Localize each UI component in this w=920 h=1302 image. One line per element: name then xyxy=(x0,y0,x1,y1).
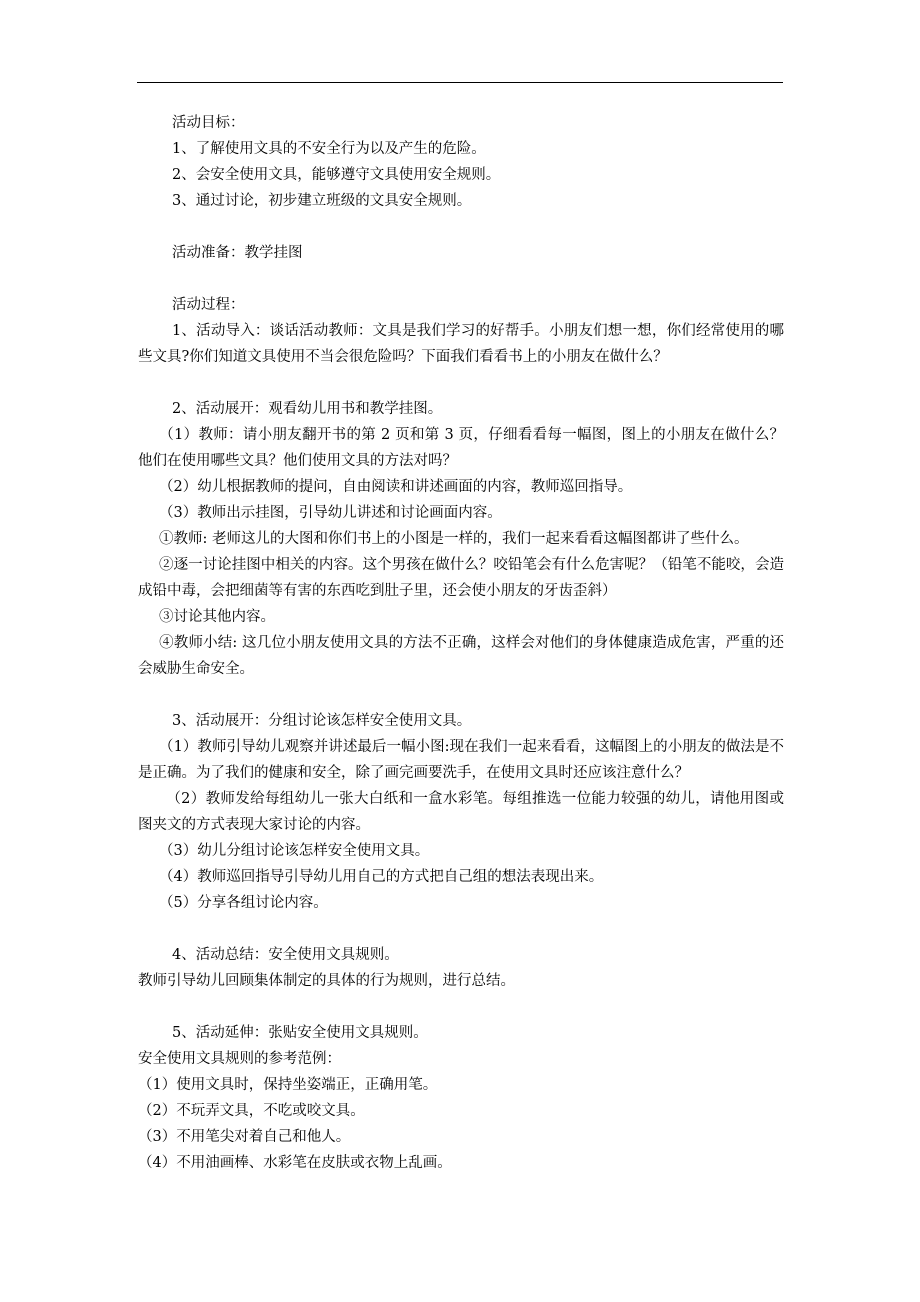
goal-item: 1、了解使用文具的不安全行为以及产生的危险。 xyxy=(172,141,486,157)
step2-c3: ③讨论其他内容。 xyxy=(159,609,275,625)
step2-c1 xyxy=(138,526,784,552)
step4-heading: 4、活动总结：安全使用文具规则。 xyxy=(172,947,399,963)
step5-heading: 5、活动延伸：张贴安全使用文具规则。 xyxy=(172,1025,428,1041)
rule-item: （3）不用笔尖对着自己和他人。 xyxy=(138,1129,351,1145)
step3-p1 xyxy=(138,734,784,786)
step1-paragraph xyxy=(138,318,784,370)
document-body xyxy=(138,110,784,1176)
step3-p1-text: （1）教师引导幼儿观察并讲述最后一幅小图:现在我们一起来看看，这幅图上的小朋友的做法是不是正确。为了我们的健康和安全，除了画完画要洗手，在使用文具时还应该注意什么？ xyxy=(138,739,784,781)
preparation: 活动准备：教学挂图 xyxy=(172,245,303,261)
step2-p3: （3）教师出示挂图，引导幼儿讲述和讨论画面内容。 xyxy=(159,505,502,521)
rule-item: （4）不用油画棒、水彩笔在皮肤或衣物上乱画。 xyxy=(138,1155,452,1171)
rule-item: （1）使用文具时，保持坐姿端正，正确用笔。 xyxy=(138,1077,438,1093)
step2-c1-text: ①教师: 老师这儿的大图和你们书上的小图是一样的，我们一起来看看这幅图都讲了些什么。 xyxy=(159,531,749,547)
step2-c2 xyxy=(138,552,784,604)
step3-p5: （5）分享各组讨论内容。 xyxy=(159,895,328,911)
process-heading: 活动过程： xyxy=(172,297,245,313)
step2-heading: 2、活动展开：观看幼儿用书和教学挂图。 xyxy=(172,401,443,417)
header-rule xyxy=(137,82,783,83)
step2-p1 xyxy=(138,422,784,474)
goal-item: 3、通过讨论，初步建立班级的文具安全规则。 xyxy=(172,193,472,209)
step3-p2-text: （2）教师发给每组幼儿一张大白纸和一盒水彩笔。每组推选一位能力较强的幼儿，请他用图或图夹文的方式表现大家讨论的内容。 xyxy=(138,791,784,833)
step2-c2-text: ②逐一讨论挂图中相关的内容。这个男孩在做什么？咬铅笔会有什么危害呢？（铅笔不能咬，会造成铅中毒，会把细菌等有害的东西吃到肚子里，还会使小朋友的牙齿歪斜） xyxy=(138,557,784,599)
step1-text: 1、活动导入：谈话活动教师：文具是我们学习的好帮手。小朋友们想一想，你们经常使用的哪些文具?你们知道文具使用不当会很危险吗？下面我们看看书上的小朋友在做什么？ xyxy=(138,323,784,365)
step3-p3: （3）幼儿分组讨论该怎样安全使用文具。 xyxy=(159,843,430,859)
step3-heading: 3、活动展开：分组讨论该怎样安全使用文具。 xyxy=(172,713,472,729)
step3-p2 xyxy=(138,786,784,838)
step4-text: 教师引导幼儿回顾集体制定的具体的行为规则，进行总结。 xyxy=(138,973,515,989)
step3-p4: （4）教师巡回指导引导幼儿用自己的方式把自己组的想法表现出来。 xyxy=(159,869,604,885)
goal-item: 2、会安全使用文具，能够遵守文具使用安全规则。 xyxy=(172,167,501,183)
step2-c4-text: ④教师小结: 这几位小朋友使用文具的方法不正确，这样会对他们的身体健康造成危害，严重的还会威胁生命安全。 xyxy=(138,635,784,677)
step2-p1-text: （1）教师：请小朋友翻开书的第 2 页和第 3 页，仔细看看每一幅图，图上的小朋友在做什么？他们在使用哪些文具？他们使用文具的方法对吗？ xyxy=(138,427,784,469)
goals-heading: 活动目标： xyxy=(172,115,245,131)
step5-subtitle: 安全使用文具规则的参考范例： xyxy=(138,1051,341,1067)
step2-p2: （2）幼儿根据教师的提问，自由阅读和讲述画面的内容，教师巡回指导。 xyxy=(159,479,633,495)
rule-item: （2）不玩弄文具，不吃或咬文具。 xyxy=(138,1103,365,1119)
step2-c4 xyxy=(138,630,784,682)
